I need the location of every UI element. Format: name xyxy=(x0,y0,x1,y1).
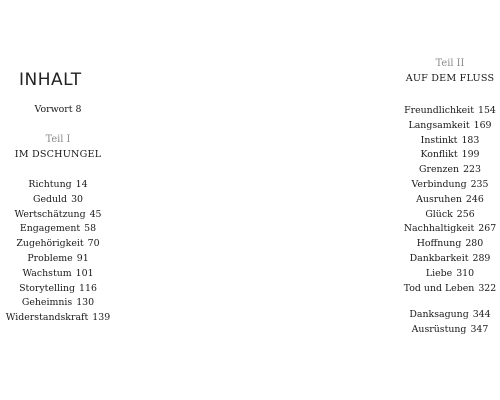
part-2-entries xyxy=(400,104,500,296)
toc-entry: Hoffnung 280 xyxy=(416,238,484,250)
part-1-title: IM DSCHUNGEL xyxy=(14,148,102,160)
toc-entry: Widerstandskraft 139 xyxy=(5,312,111,324)
foreword-block xyxy=(0,103,116,118)
toc-heading: INHALT xyxy=(19,70,82,90)
toc-entry: Nachhaltigkeit 267 xyxy=(403,223,497,235)
toc-entry: Wertschätzung 45 xyxy=(14,208,102,220)
toc-entry: Freundlichkeit 154 xyxy=(404,105,496,116)
toc-entry: Liebe 310 xyxy=(425,267,475,279)
toc-entry: Ausruhen 246 xyxy=(416,193,484,205)
part-2-label: Teil II xyxy=(435,58,465,69)
part-2-block xyxy=(400,57,500,87)
toc-entry: Langsamkeit 169 xyxy=(408,119,492,131)
toc-entry: Wachstum 101 xyxy=(22,267,94,279)
toc-entry: Geheimnis 130 xyxy=(21,297,95,309)
part-2-title: AUF DEM FLUSS xyxy=(405,72,495,84)
toc-entry: Zugehörigkeit 70 xyxy=(16,238,100,250)
toc-entry: Richtung 14 xyxy=(28,179,88,190)
toc-entry: Tod und Leben 322 xyxy=(403,282,497,294)
toc-entry: Glück 256 xyxy=(425,208,475,220)
toc-entry: Danksagung 344 xyxy=(409,309,491,320)
part-1-entries xyxy=(0,178,116,326)
part-1-label: Teil I xyxy=(45,134,71,145)
toc-entry-foreword: Vorwort 8 xyxy=(34,104,82,115)
toc-entry: Storytelling 116 xyxy=(19,282,97,294)
right-page xyxy=(250,0,500,400)
toc-entry: Instinkt 183 xyxy=(420,134,480,146)
toc-entry: Grenzen 223 xyxy=(419,164,481,176)
toc-entry: Dankbarkeit 289 xyxy=(409,252,491,264)
toc-entry: Engagement 58 xyxy=(19,223,97,235)
toc-entry: Ausrüstung 347 xyxy=(411,323,489,335)
toc-entry: Geduld 30 xyxy=(32,193,83,205)
part-1-block xyxy=(0,133,116,163)
closing-entries xyxy=(400,308,500,338)
toc-entry: Probleme 91 xyxy=(27,252,89,264)
toc-entry: Konflikt 199 xyxy=(420,149,480,161)
toc-entry: Verbindung 235 xyxy=(411,178,489,190)
